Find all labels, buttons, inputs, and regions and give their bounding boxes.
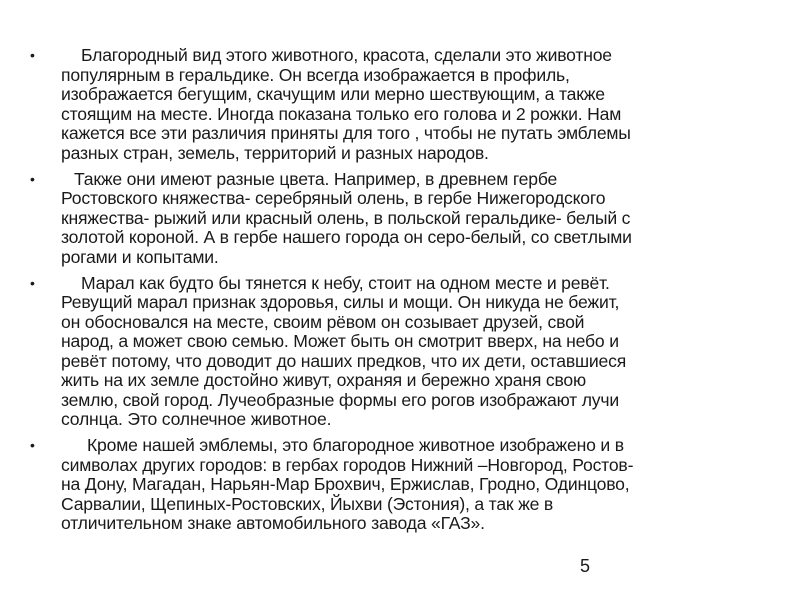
text-line: Благородный вид этого животного, красота, сделали это животное (81, 45, 612, 65)
text-line: популярным в геральдике. Он всегда изображается в профиль, (61, 64, 570, 85)
text-line: Ростовского княжества- серебряный олень, в гербе Нижегородского (61, 188, 606, 208)
text-line: Сарвалии, Щепиных-Ростовских, Йыхви (Эстония), а так же в (61, 493, 554, 514)
bullet-paragraph (30, 46, 780, 163)
text-line: кажется все эти различия приняты для того , чтобы не путать эмблемы (61, 123, 631, 143)
text-line: солнца. Это солнечное животное. (61, 409, 332, 429)
bullet-paragraph (30, 274, 780, 430)
text-line: ревёт потому, что доводит до наших предков, что их дети, оставшиеся (61, 350, 627, 371)
text-line: народ, а может свою семью. Может быть он смотрит вверх, на небо и (61, 331, 619, 351)
text-line: землю, свой город. Лучеобразные формы его рогов изображают лучи (61, 389, 619, 410)
text-line: символах других городов: в гербах городов Нижний –Новгород, Ростов- (61, 454, 634, 475)
text-line: Также они имеют разные цвета. Например, в древнем гербе (74, 168, 558, 189)
text-line: Марал как будто бы тянется к небу, стоит на одном месте и ревёт. (81, 272, 610, 293)
bullet-icon: • (30, 274, 35, 291)
text-line: изображается бегущим, скачущим или мерно шествующим, а также (61, 84, 605, 104)
bullet-icon: • (30, 437, 35, 453)
slide-body (30, 46, 780, 540)
text-line: золотой короной. А в гербе нашего города он серо-белый, со светлыми (61, 227, 632, 247)
page-number: 5 (580, 556, 591, 576)
bullet-icon: • (30, 170, 35, 187)
text-line: разных стран, земель, территорий и разных народов. (61, 142, 489, 163)
bullet-paragraph (30, 170, 780, 268)
text-line: Ревущий марал признак здоровья, силы и мощи. Он никуда не бежит, (61, 292, 620, 312)
text-line: жить на их земле достойно живут, охраняя и бережно храня свою (61, 370, 586, 390)
text-line: отличительном знаке автомобильного завода «ГАЗ». (61, 513, 485, 533)
text-line: он обосновался на месте, своим рёвом он созывает друзей, свой (61, 311, 585, 332)
text-line: Кроме нашей эмблемы, это благородное животное изображено и в (87, 435, 624, 455)
text-line: стоящим на месте. Иногда показана только его голова и 2 рожки. Нам (61, 103, 622, 124)
text-line: княжества- рыжий или красный олень, в польской геральдике- белый с (61, 207, 631, 228)
text-line: рогами и копытами. (61, 246, 219, 267)
text-line: на Дону, Магадан, Нарьян-Мар Брохвич, Ержислав, Гродно, Одинцово, (61, 474, 630, 494)
bullet-icon: • (30, 47, 35, 63)
bullet-paragraph (30, 436, 780, 534)
